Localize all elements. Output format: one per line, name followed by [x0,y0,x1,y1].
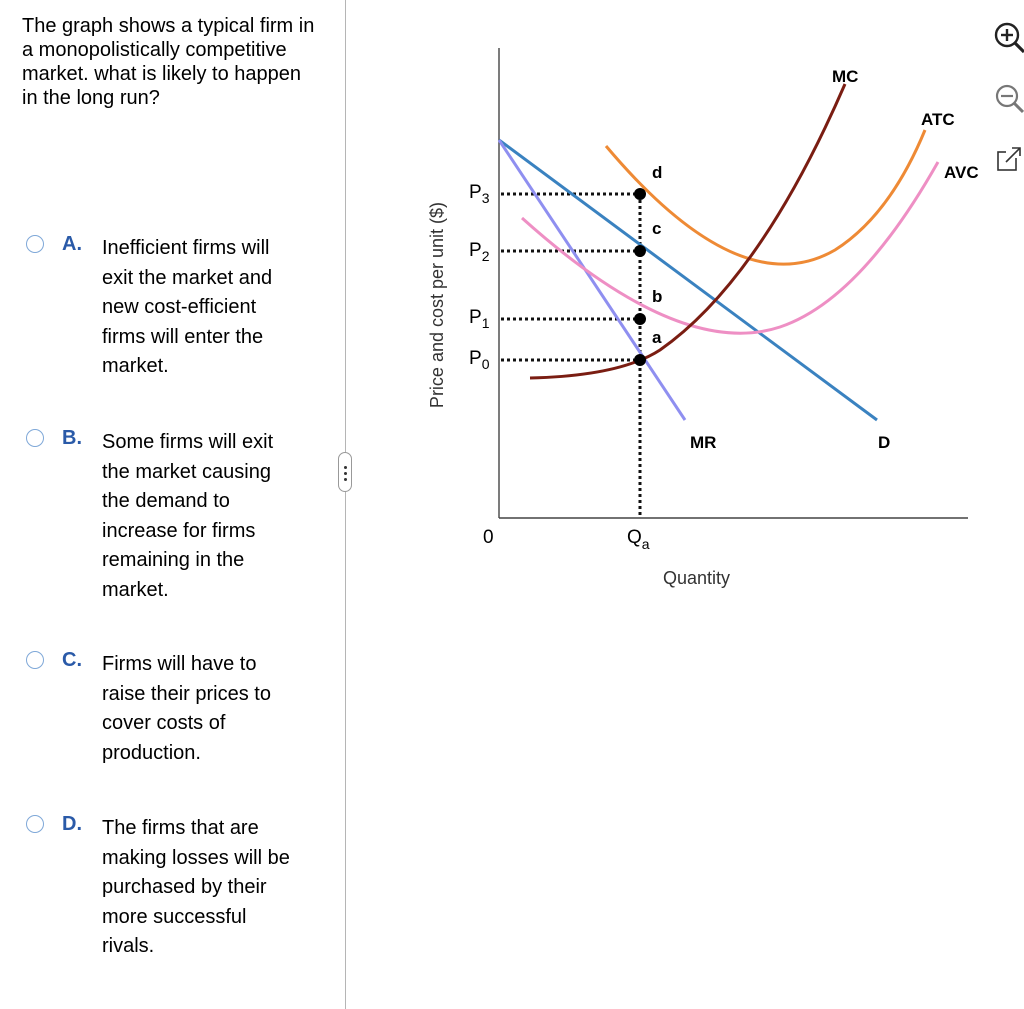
atc-curve [606,130,925,264]
label-mc: MC [832,67,859,86]
origin-label: 0 [483,527,494,548]
option-b-letter: B. [62,427,82,449]
option-d-letter: D. [62,813,82,835]
question-text: The graph shows a typical firm in a monopolistically competitive market. what is likely to happen in the long run? [22,15,315,109]
label-p0: $P_0$ [469,348,490,372]
point-b [634,313,646,325]
point-d [634,188,646,200]
avc-curve [522,162,938,333]
option-a-letter: A. [62,233,82,255]
option-d-radio[interactable] [26,815,44,833]
y-axis-label: Price and cost per unit ($) [427,201,447,409]
option-c-text: Firms will have to raise their prices to cover costs of production. [102,653,271,764]
qa-label: $Q_a$ [627,527,650,552]
x-axis-label: Quantity [663,568,731,588]
label-p2: $P_2$ [469,240,490,264]
option-d-text: The firms that are making losses will be purchased by their more successful rivals. [102,817,290,957]
label-c: c [652,219,662,238]
label-mr: MR [690,433,717,452]
economics-graph [346,0,1024,1009]
label-p1: $P_1$ [469,307,490,331]
option-c-radio[interactable] [26,651,44,669]
label-avc: AVC [944,163,979,182]
point-c [634,245,646,257]
label-a: a [652,328,662,347]
label-p3: $P_3$ [469,182,490,206]
option-a-text: Inefficient firms will exit the market and new cost-efficient firms will enter the market. [102,237,273,377]
external-link-icon[interactable] [998,146,1020,170]
zoom-in-icon[interactable] [996,24,1024,52]
label-demand: D [878,433,891,452]
label-b: b [652,287,663,306]
mr-curve [499,140,685,420]
label-d: d [652,163,663,182]
point-a [634,354,646,366]
mc-curve [530,84,845,378]
zoom-out-icon[interactable] [997,86,1023,112]
question-pane [0,0,345,1009]
guide-lines [501,194,640,518]
option-a-radio[interactable] [26,235,44,253]
option-b-text: Some firms will exit the market causing the demand to increase for firms remaining in the market. [102,431,274,601]
option-b-radio[interactable] [26,429,44,447]
label-atc: ATC [921,110,955,129]
option-c-letter: C. [62,649,82,671]
